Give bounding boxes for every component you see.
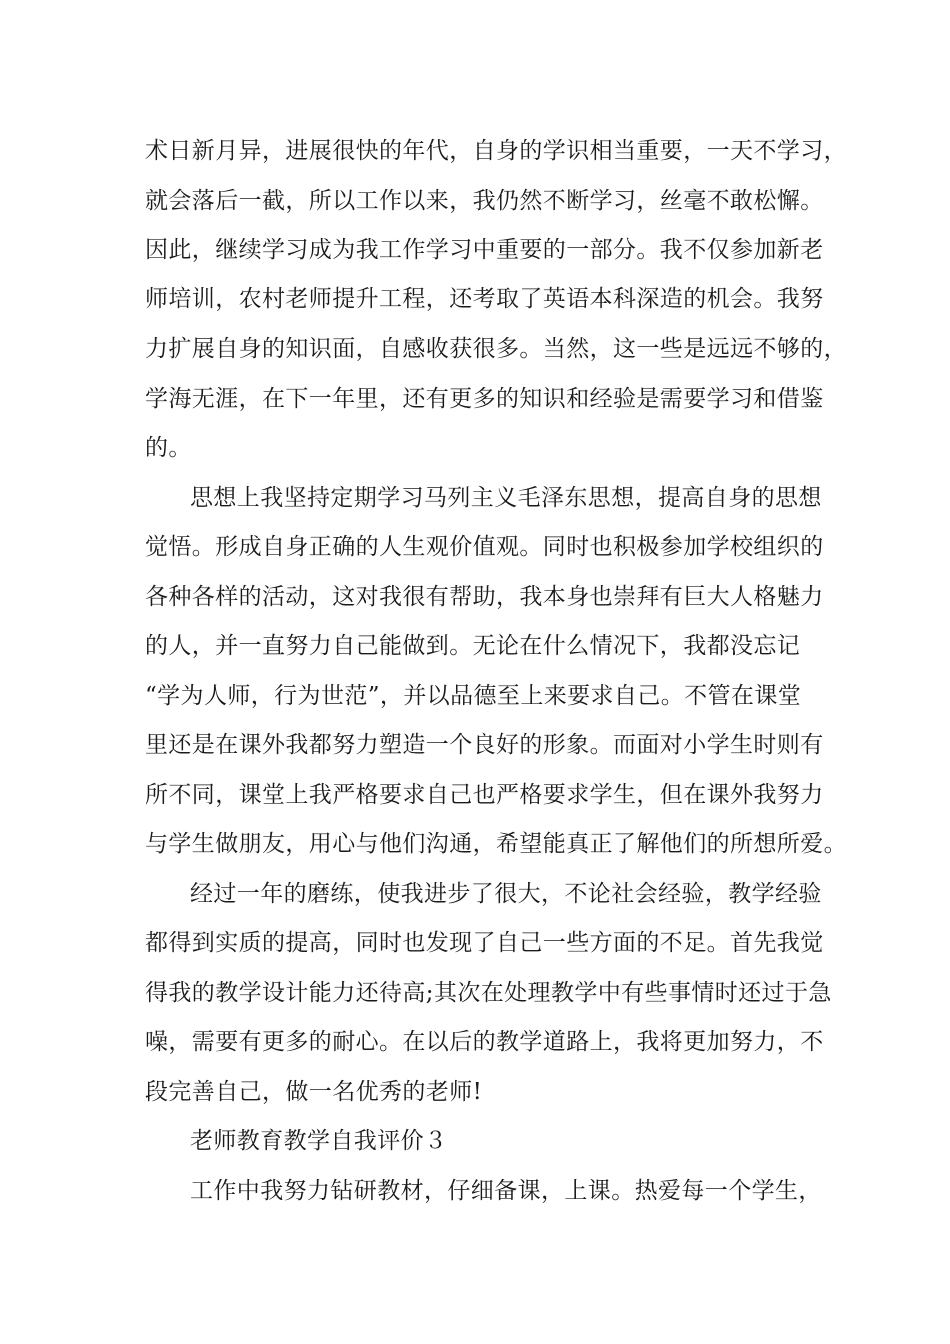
text-line: 因此，继续学习成为我工作学习中重要的一部分。我不仅参加新老 xyxy=(145,237,824,263)
paragraph-first-line: 思想上我坚持定期学习马列主义毛泽东思想，提高自身的思想 xyxy=(190,485,822,511)
text-line: 噪，需要有更多的耐心。在以后的教学道路上，我将更加努力，不 xyxy=(145,1029,824,1055)
text-line: 就会落后一截，所以工作以来，我仍然不断学习，丝毫不敢松懈。 xyxy=(145,188,824,214)
paragraph-first-line: 经过一年的磨练，使我进步了很大，不论社会经验，教学经验 xyxy=(190,881,822,907)
text-line: 力扩展自身的知识面，自感收获很多。当然，这一些是远远不够的， xyxy=(145,336,847,362)
text-line: 所不同，课堂上我严格要求自己也严格要求学生，但在课外我努力 xyxy=(145,782,824,808)
text-line: 的。 xyxy=(145,435,192,461)
text-line: 师培训，农村老师提升工程，还考取了英语本科深造的机会。我努 xyxy=(145,286,824,312)
text-line: 各种各样的活动，这对我很有帮助，我本身也崇拜有巨大人格魅力 xyxy=(145,584,824,610)
text-line: 与学生做朋友，用心与他们沟通，希望能真正了解他们的所想所爱。 xyxy=(145,831,847,857)
text-line: 术日新月异，进展很快的年代，自身的学识相当重要，一天不学习， xyxy=(145,138,847,164)
text-line: 都得到实质的提高，同时也发现了自己一些方面的不足。首先我觉 xyxy=(145,930,824,956)
text-line: 的人，并一直努力自己能做到。无论在什么情况下，我都没忘记 xyxy=(145,633,801,659)
section-heading: 老师教育教学自我评价３ xyxy=(190,1128,448,1154)
text-line: 里还是在课外我都努力塑造一个良好的形象。而面对小学生时则有 xyxy=(145,732,824,758)
text-line: 得我的教学设计能力还待高;其次在处理教学中有些事情时还过于急 xyxy=(145,980,832,1006)
text-line: “学为人师，行为世范”，并以品德至上来要求自己。不管在课堂 xyxy=(145,683,802,709)
paragraph-first-line: 工作中我努力钻研教材，仔细备课，上课。热爱每一个学生， xyxy=(190,1178,822,1204)
text-line: 段完善自己，做一名优秀的老师! xyxy=(145,1079,483,1105)
text-line: 觉悟。形成自身正确的人生观价值观。同时也积极参加学校组织的 xyxy=(145,534,824,560)
text-line: 学海无涯，在下一年里，还有更多的知识和经验是需要学习和借鉴 xyxy=(145,386,824,412)
